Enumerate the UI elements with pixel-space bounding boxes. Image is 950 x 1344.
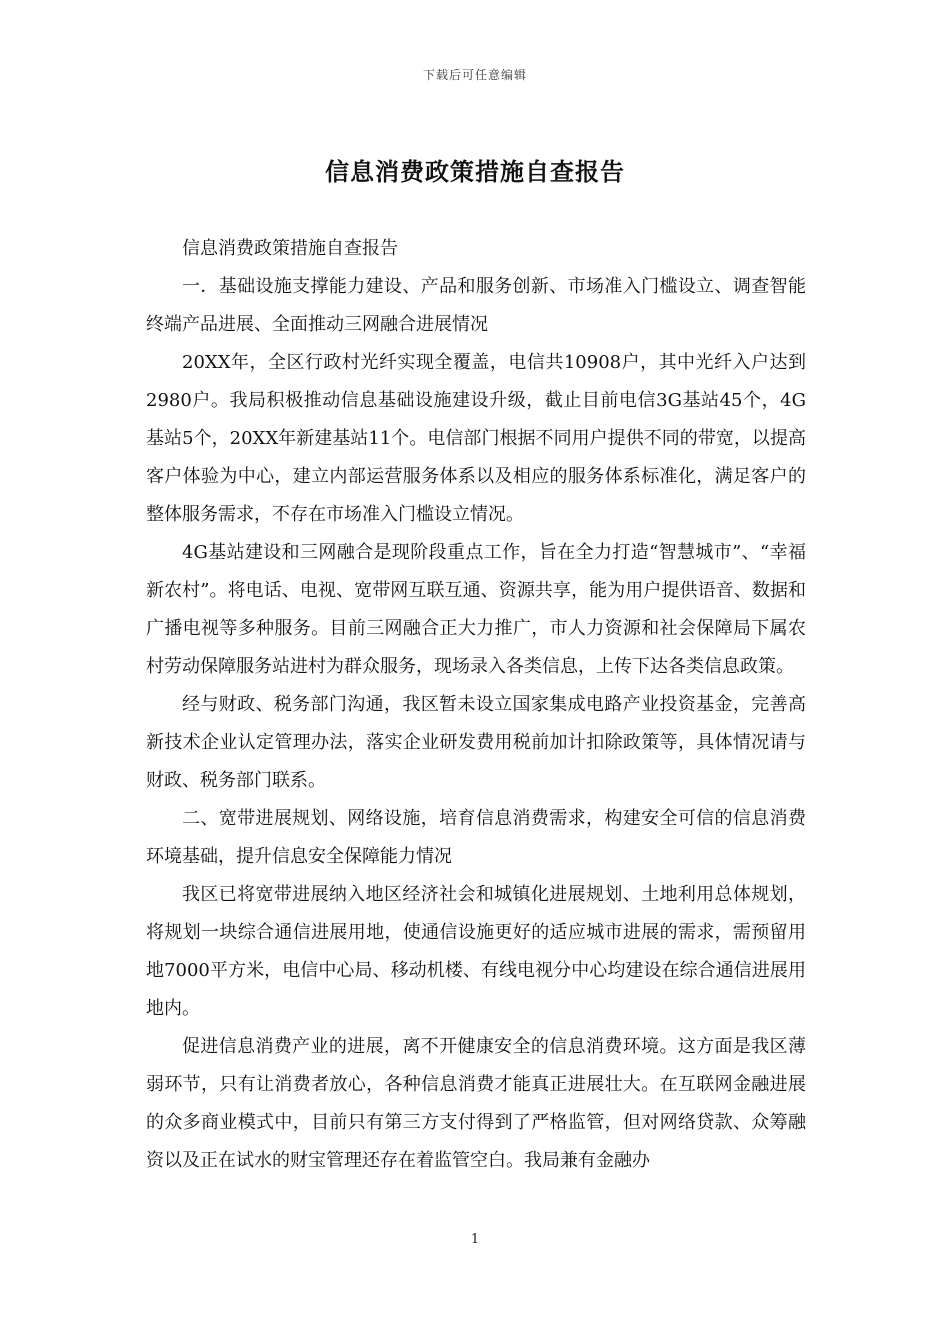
paragraph-consumption-environment: 促进信息消费产业的进展，离不开健康安全的信息消费环境。这方面是我区薄弱环节，只有让消费者放心，各种信息消费才能真正进展壮大。在互联网金融进展的众多商业模式中，目前只有第三方支付得到了严格监管，但对网络贷款、众筹融资以及正在试水的财宝管理还存在着监管空白。我局兼有金融办 (146, 1036, 806, 1171)
paragraph-finance-tax: 经与财政、税务部门沟通，我区暂未设立国家集成电路产业投资基金，完善高新技术企业认定管理办法，落实企业研发费用税前加计扣除政策等，具体情况请与财政、税务部门联系。 (146, 694, 806, 791)
page-number: 1 (470, 1232, 480, 1247)
paragraph-fiber-coverage: 20XX年，全区行政村光纤实现全覆盖，电信共10908户，其中光纤入户达到2980户。我局积极推动信息基础设施建设升级，截止目前电信3G基站45个，4G基站5个，20XX年新建基站11个。电信部门根据不同用户提供不同的带宽，以提高客户体验为中心，建立内部运营服务体系以及相应的服务体系标准化，满足客户的整体服务需求，不存在市场准入门槛设立情况。 (146, 352, 806, 525)
document-title: 信息消费政策措施自查报告 (325, 157, 625, 186)
paragraph-4g-three-network: 4G基站建设和三网融合是现阶段重点工作，旨在全力打造“智慧城市”、“幸福新农村”。将电话、电视、宽带网互联互通、资源共享，能为用户提供语音、数据和广播电视等多种服务。目前三网融合正大力推广，市人力资源和社会保障局下属农村劳动保障服务站进村为群众服务，现场录入各类信息，上传下达各类信息政策。 (146, 542, 806, 677)
paragraph-subtitle: 信息消费政策措施自查报告 (182, 238, 398, 259)
paragraph-section-2-heading: 二、宽带进展规划、网络设施，培育信息消费需求，构建安全可信的信息消费环境基础，提升信息安全保障能力情况 (146, 808, 806, 867)
paragraph-section-1-heading: 一．基础设施支撑能力建设、产品和服务创新、市场准入门槛设立、调查智能终端产品进展、全面推动三网融合进展情况 (146, 276, 806, 335)
header-note: 下载后可任意编辑 (422, 68, 527, 82)
paragraph-broadband-planning: 我区已将宽带进展纳入地区经济社会和城镇化进展规划、土地利用总体规划，将规划一块综合通信进展用地，使通信设施更好的适应城市进展的需求，需预留用地7000平方米，电信中心局、移动机楼、有线电视分中心均建设在综合通信进展用地内。 (146, 884, 806, 1019)
document-body (146, 230, 806, 1180)
